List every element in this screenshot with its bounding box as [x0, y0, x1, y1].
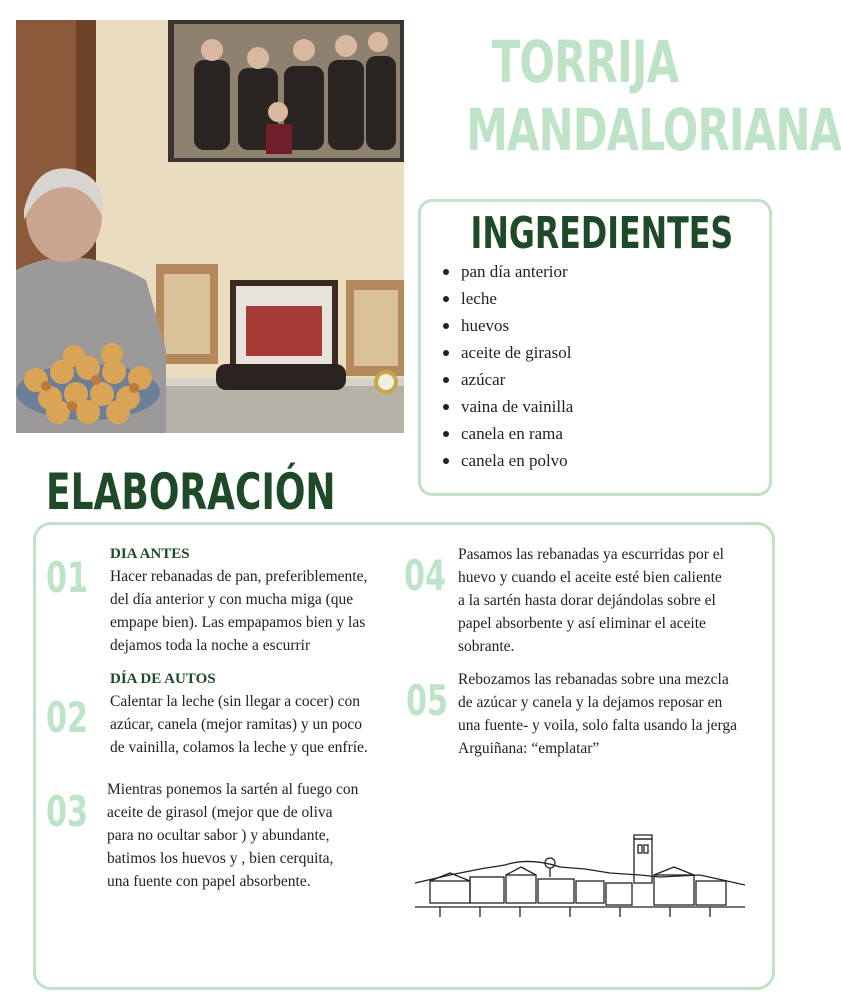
step-text — [107, 778, 358, 893]
ingredient-item: vaina de vainilla — [437, 393, 573, 420]
ingredient-item: aceite de girasol — [437, 339, 573, 366]
step-line: una fuente con papel absorbente. — [107, 873, 311, 890]
step-line: Hacer rebanadas de pan, preferiblemente, — [110, 568, 368, 585]
step-line: batimos los huevos y , bien cerquita, — [107, 850, 334, 867]
recipe-title — [466, 28, 841, 164]
step-line: a la sartén hasta dorar dejándolas sobre el — [458, 592, 716, 609]
step-line: aceite de girasol (mejor que de oliva — [107, 804, 333, 821]
step-line: sobrante. — [458, 638, 515, 655]
step-number: 05 — [406, 676, 449, 725]
step-number: 03 — [46, 787, 89, 836]
ingredients-list — [437, 258, 573, 474]
ingredient-item: pan día anterior — [437, 258, 573, 285]
ingredient-item: canela en polvo — [437, 447, 573, 474]
step-line: Arguiñana: “emplatar” — [458, 740, 600, 757]
ingredients-heading: INGREDIENTES — [470, 208, 734, 259]
step-line: huevo y cuando el aceite esté bien caliente — [458, 569, 722, 586]
ingredient-item: leche — [437, 285, 573, 312]
step-line: Mientras ponemos la sartén al fuego con — [107, 781, 359, 798]
step-line: de vainilla, colamos la leche y que enfríe. — [110, 739, 368, 756]
step-line: empape bien). Las empapamos bien y las — [110, 614, 366, 631]
step-text — [458, 668, 737, 760]
ingredient-item: huevos — [437, 312, 573, 339]
step-line: Rebozamos las rebanadas sobre una mezcla — [458, 671, 729, 688]
step-line: para no ocultar sabor ) y abundante, — [107, 827, 330, 844]
step-heading: DÍA DE AUTOS — [110, 671, 216, 687]
step-line: del día anterior y con mucha miga (que — [110, 591, 354, 608]
step-line: Pasamos las rebanadas ya escurridas por el — [458, 546, 724, 563]
ingredient-item: azúcar — [437, 366, 573, 393]
step-line: papel absorbente y así eliminar el aceite — [458, 615, 706, 632]
recipe-title-line-2: MANDALORIANA — [466, 96, 841, 164]
step-heading: DIA ANTES — [110, 546, 190, 562]
step-line: azúcar, canela (mejor ramitas) y un poco — [110, 716, 362, 733]
step-number: 02 — [46, 693, 89, 742]
recipe-title-line-1: TORRIJA — [491, 28, 679, 96]
elaboration-heading: ELABORACIÓN — [46, 463, 336, 521]
step-line: de azúcar y canela y la dejamos reposar en — [458, 694, 723, 711]
step-text — [110, 690, 368, 759]
ingredients-box — [418, 199, 772, 496]
step-number: 01 — [46, 553, 89, 602]
ingredient-item: canela en rama — [437, 420, 573, 447]
family-photo — [16, 20, 404, 433]
step-line: dejamos toda la noche a escurrir — [110, 637, 311, 654]
step-number: 04 — [404, 551, 447, 600]
step-text — [458, 543, 724, 658]
step-line: Calentar la leche (sin llegar a cocer) con — [110, 693, 361, 710]
step-text — [110, 565, 367, 657]
village-sketch — [410, 825, 750, 920]
step-line: una fuente- y voila, solo falta usando la jerga — [458, 717, 738, 734]
